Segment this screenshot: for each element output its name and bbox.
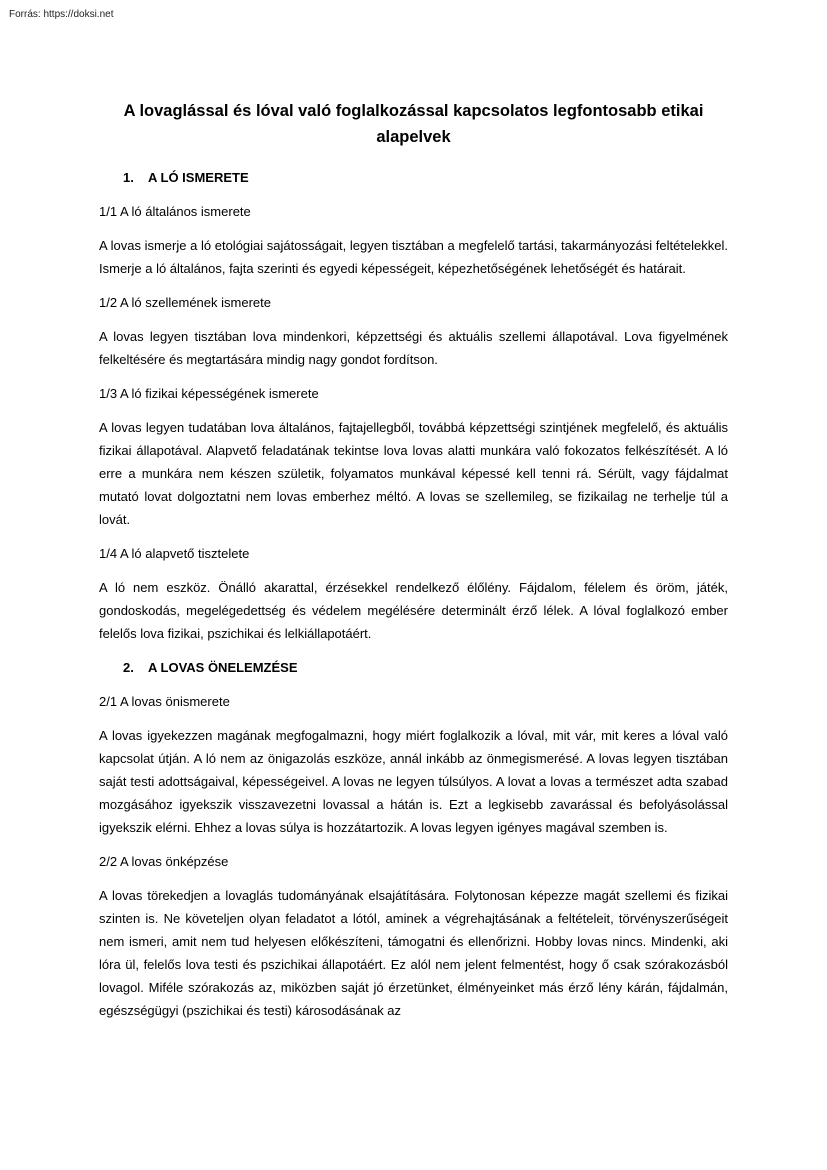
paragraph: A lovas törekedjen a lovaglás tudományának elsajátítására. Folytonosan képezze magát szellemi és fizikai szinten is. Ne követeljen olyan feladatot a lótól, aminek a végrehajtásának a feltételeit, törvényszerűségeit nem ismeri, amit nem tud helyesen előkészíteni, támogatni és ellenőrizni. Hobby lovas nincs. Mindenki, aki lóra ül, felelős lova testi és pszichikai állapotáért. Ez alól nem jelent felmentést, hogy ő csak szórakozásból lovagol. Miféle szórakozás az, miközben saját jó érzetünket, élményeinket más érző lény kárán, fájdalmán, egészségügyi (pszichikai és testi) károsodásának az xyxy=(99,888,728,1018)
subsection-heading: 1/3 A ló fizikai képességének ismerete xyxy=(99,386,319,401)
subsection-heading: 1/2 A ló szellemének ismerete xyxy=(99,295,271,310)
subsection-heading: 1/4 A ló alapvető tisztelete xyxy=(99,546,250,561)
paragraph: A lovas legyen tudatában lova általános, fajtajellegből, továbbá képzettségi szintjének megfelelő, és aktuális fizikai állapotával. Alapvető feladatának tekintse lova lovas alatti munkára való fokozatos felkészítését. A ló erre a munkára nem készen születik, folyamatos munkával képessé kell tenni rá. Sérült, vagy fájdalmat mutató lovat dolgoztatni nem lovas emberhez méltó. A lovas se szellemileg, se fizikailag ne terhelje túl a lovát. xyxy=(99,420,728,527)
section-title: A LÓ ISMERETE xyxy=(148,170,249,185)
section-heading xyxy=(99,166,728,189)
paragraph: A lovas igyekezzen magának megfogalmazni, hogy miért foglalkozik a lóval, mit vár, mit keres a lóval való kapcsolat útján. A ló nem az önigazolás eszköze, annál inkább az önmegismerésé. A lovas legyen tisztában saját testi adottságaival, képességeivel. A lovas ne legyen túlsúlyos. A lovat a lovas a természet adta szabad mozgásához igyekszik visszavezetni lovassal a hátán is. Ezt a legkisebb zavarással és befolyásolással igyekszik elérni. Ehhez a lovas súlya is hozzátartozik. A lovas legyen igényes magával szemben is. xyxy=(99,728,728,835)
paragraph: A ló nem eszköz. Önálló akarattal, érzésekkel rendelkező élőlény. Fájdalom, félelem és öröm, játék, gondoskodás, megelégedettség és védelem megélésére determinált érző lélek. A lóval foglalkozó ember felelős lova fizikai, pszichikai és lelkiállapotáért. xyxy=(99,580,728,641)
source-line: Forrás: https://doksi.net xyxy=(9,9,114,20)
paragraph: A lovas legyen tisztában lova mindenkori, képzettségi és aktuális szellemi állapotával. Lova figyelmének felkeltésére és megtartására mindig nagy gondot fordítson. xyxy=(99,329,728,367)
document-title: A lovaglással és lóval való foglalkozással kapcsolatos legfontosabb etikai alapelvek xyxy=(123,102,704,146)
section-number: 2. xyxy=(123,660,134,675)
paragraph: A lovas ismerje a ló etológiai sajátosságait, legyen tisztában a megfelelő tartási, takarmányozási feltételekkel. Ismerje a ló általános, fajta szerinti és egyedi képességeit, képezhetőségének lehetőségét és határait. xyxy=(99,238,728,276)
subsection-heading: 2/2 A lovas önképzése xyxy=(99,854,229,869)
section-heading xyxy=(99,656,728,679)
subsection-heading: 2/1 A lovas önismerete xyxy=(99,694,230,709)
subsection-heading: 1/1 A ló általános ismerete xyxy=(99,204,251,219)
section-title: A LOVAS ÖNELEMZÉSE xyxy=(148,660,298,675)
section-number: 1. xyxy=(123,170,134,185)
document-body xyxy=(99,166,728,1033)
